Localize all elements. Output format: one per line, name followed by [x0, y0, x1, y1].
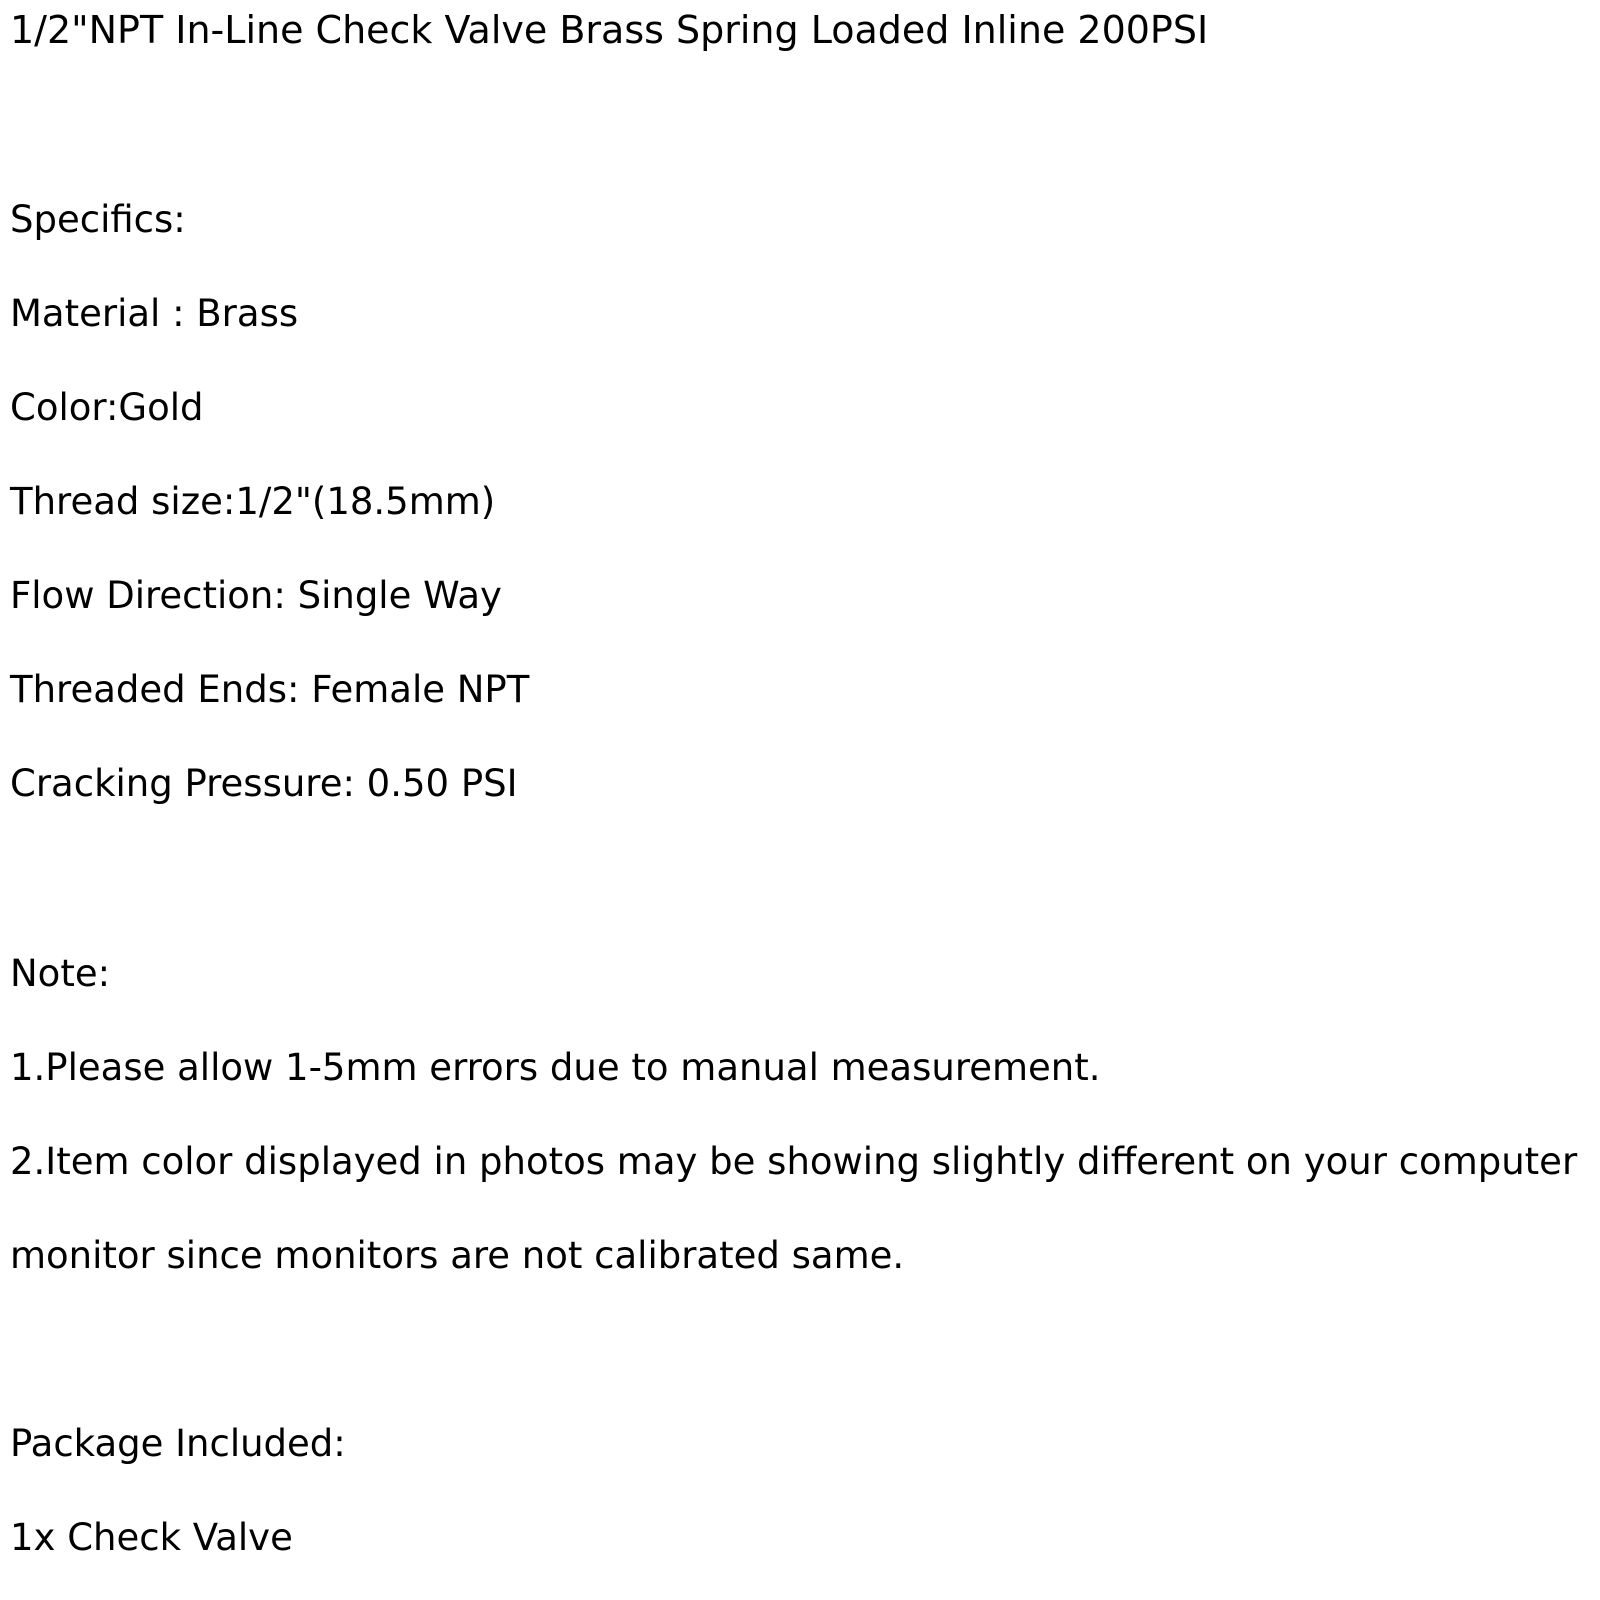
note-heading: Note: [10, 952, 111, 995]
spec-flow-direction: Flow Direction: Single Way [10, 574, 502, 617]
note-line-3: monitor since monitors are not calibrated same. [10, 1234, 905, 1277]
note-line-2: 2.Item color displayed in photos may be showing slightly different on your computer [10, 1140, 1578, 1183]
package-item: 1x Check Valve [10, 1516, 293, 1559]
spec-cracking-pressure: Cracking Pressure: 0.50 PSI [10, 762, 518, 805]
spec-threaded-ends: Threaded Ends: Female NPT [10, 668, 530, 711]
product-title: 1/2"NPT In-Line Check Valve Brass Spring Loaded Inline 200PSI [10, 8, 1209, 52]
package-heading: Package Included: [10, 1422, 346, 1465]
spec-color: Color:Gold [10, 386, 204, 429]
specifics-heading: Specifics: [10, 198, 186, 241]
note-line-1: 1.Please allow 1-5mm errors due to manual measurement. [10, 1046, 1101, 1089]
spec-material: Material : Brass [10, 292, 299, 335]
spec-thread-size: Thread size:1/2"(18.5mm) [10, 480, 496, 523]
